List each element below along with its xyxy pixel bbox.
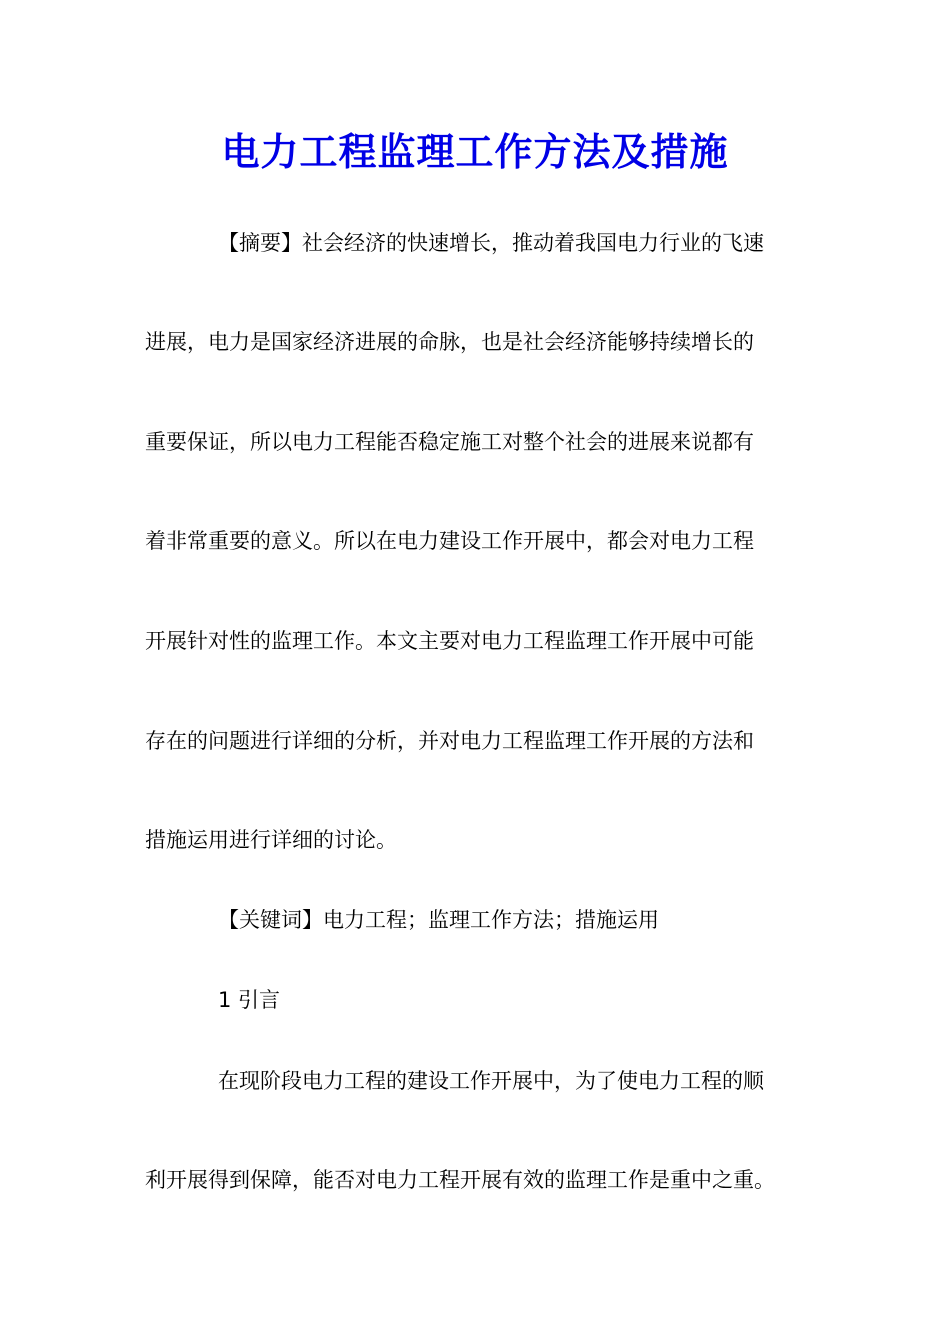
document-title: 电力工程监理工作方法及措施: [221, 129, 729, 174]
body-line-1: 在现阶段电力工程的建设工作开展中，为了使电力工程的顺: [218, 1069, 764, 1093]
abstract-line-5: 开展针对性的监理工作。本文主要对电力工程监理工作开展中可能: [145, 629, 754, 653]
body-line-2: 利开展得到保障，能否对电力工程开展有效的监理工作是重中之重。: [145, 1168, 775, 1192]
abstract-line-4: 着非常重要的意义。所以在电力建设工作开展中，都会对电力工程: [145, 529, 754, 553]
section-heading-introduction: 1 引言: [218, 988, 281, 1012]
abstract-line-2: 进展，电力是国家经济进展的命脉，也是社会经济能够持续增长的: [145, 330, 754, 354]
keywords-line: 【关键词】电力工程；监理工作方法；措施运用: [218, 908, 659, 932]
abstract-line-3: 重要保证，所以电力工程能否稳定施工对整个社会的进展来说都有: [145, 430, 754, 454]
abstract-line-7: 措施运用进行详细的讨论。: [145, 828, 397, 852]
abstract-line-6: 存在的问题进行详细的分析，并对电力工程监理工作开展的方法和: [145, 729, 754, 753]
abstract-line-1: 【摘要】社会经济的快速增长，推动着我国电力行业的飞速: [218, 231, 764, 255]
